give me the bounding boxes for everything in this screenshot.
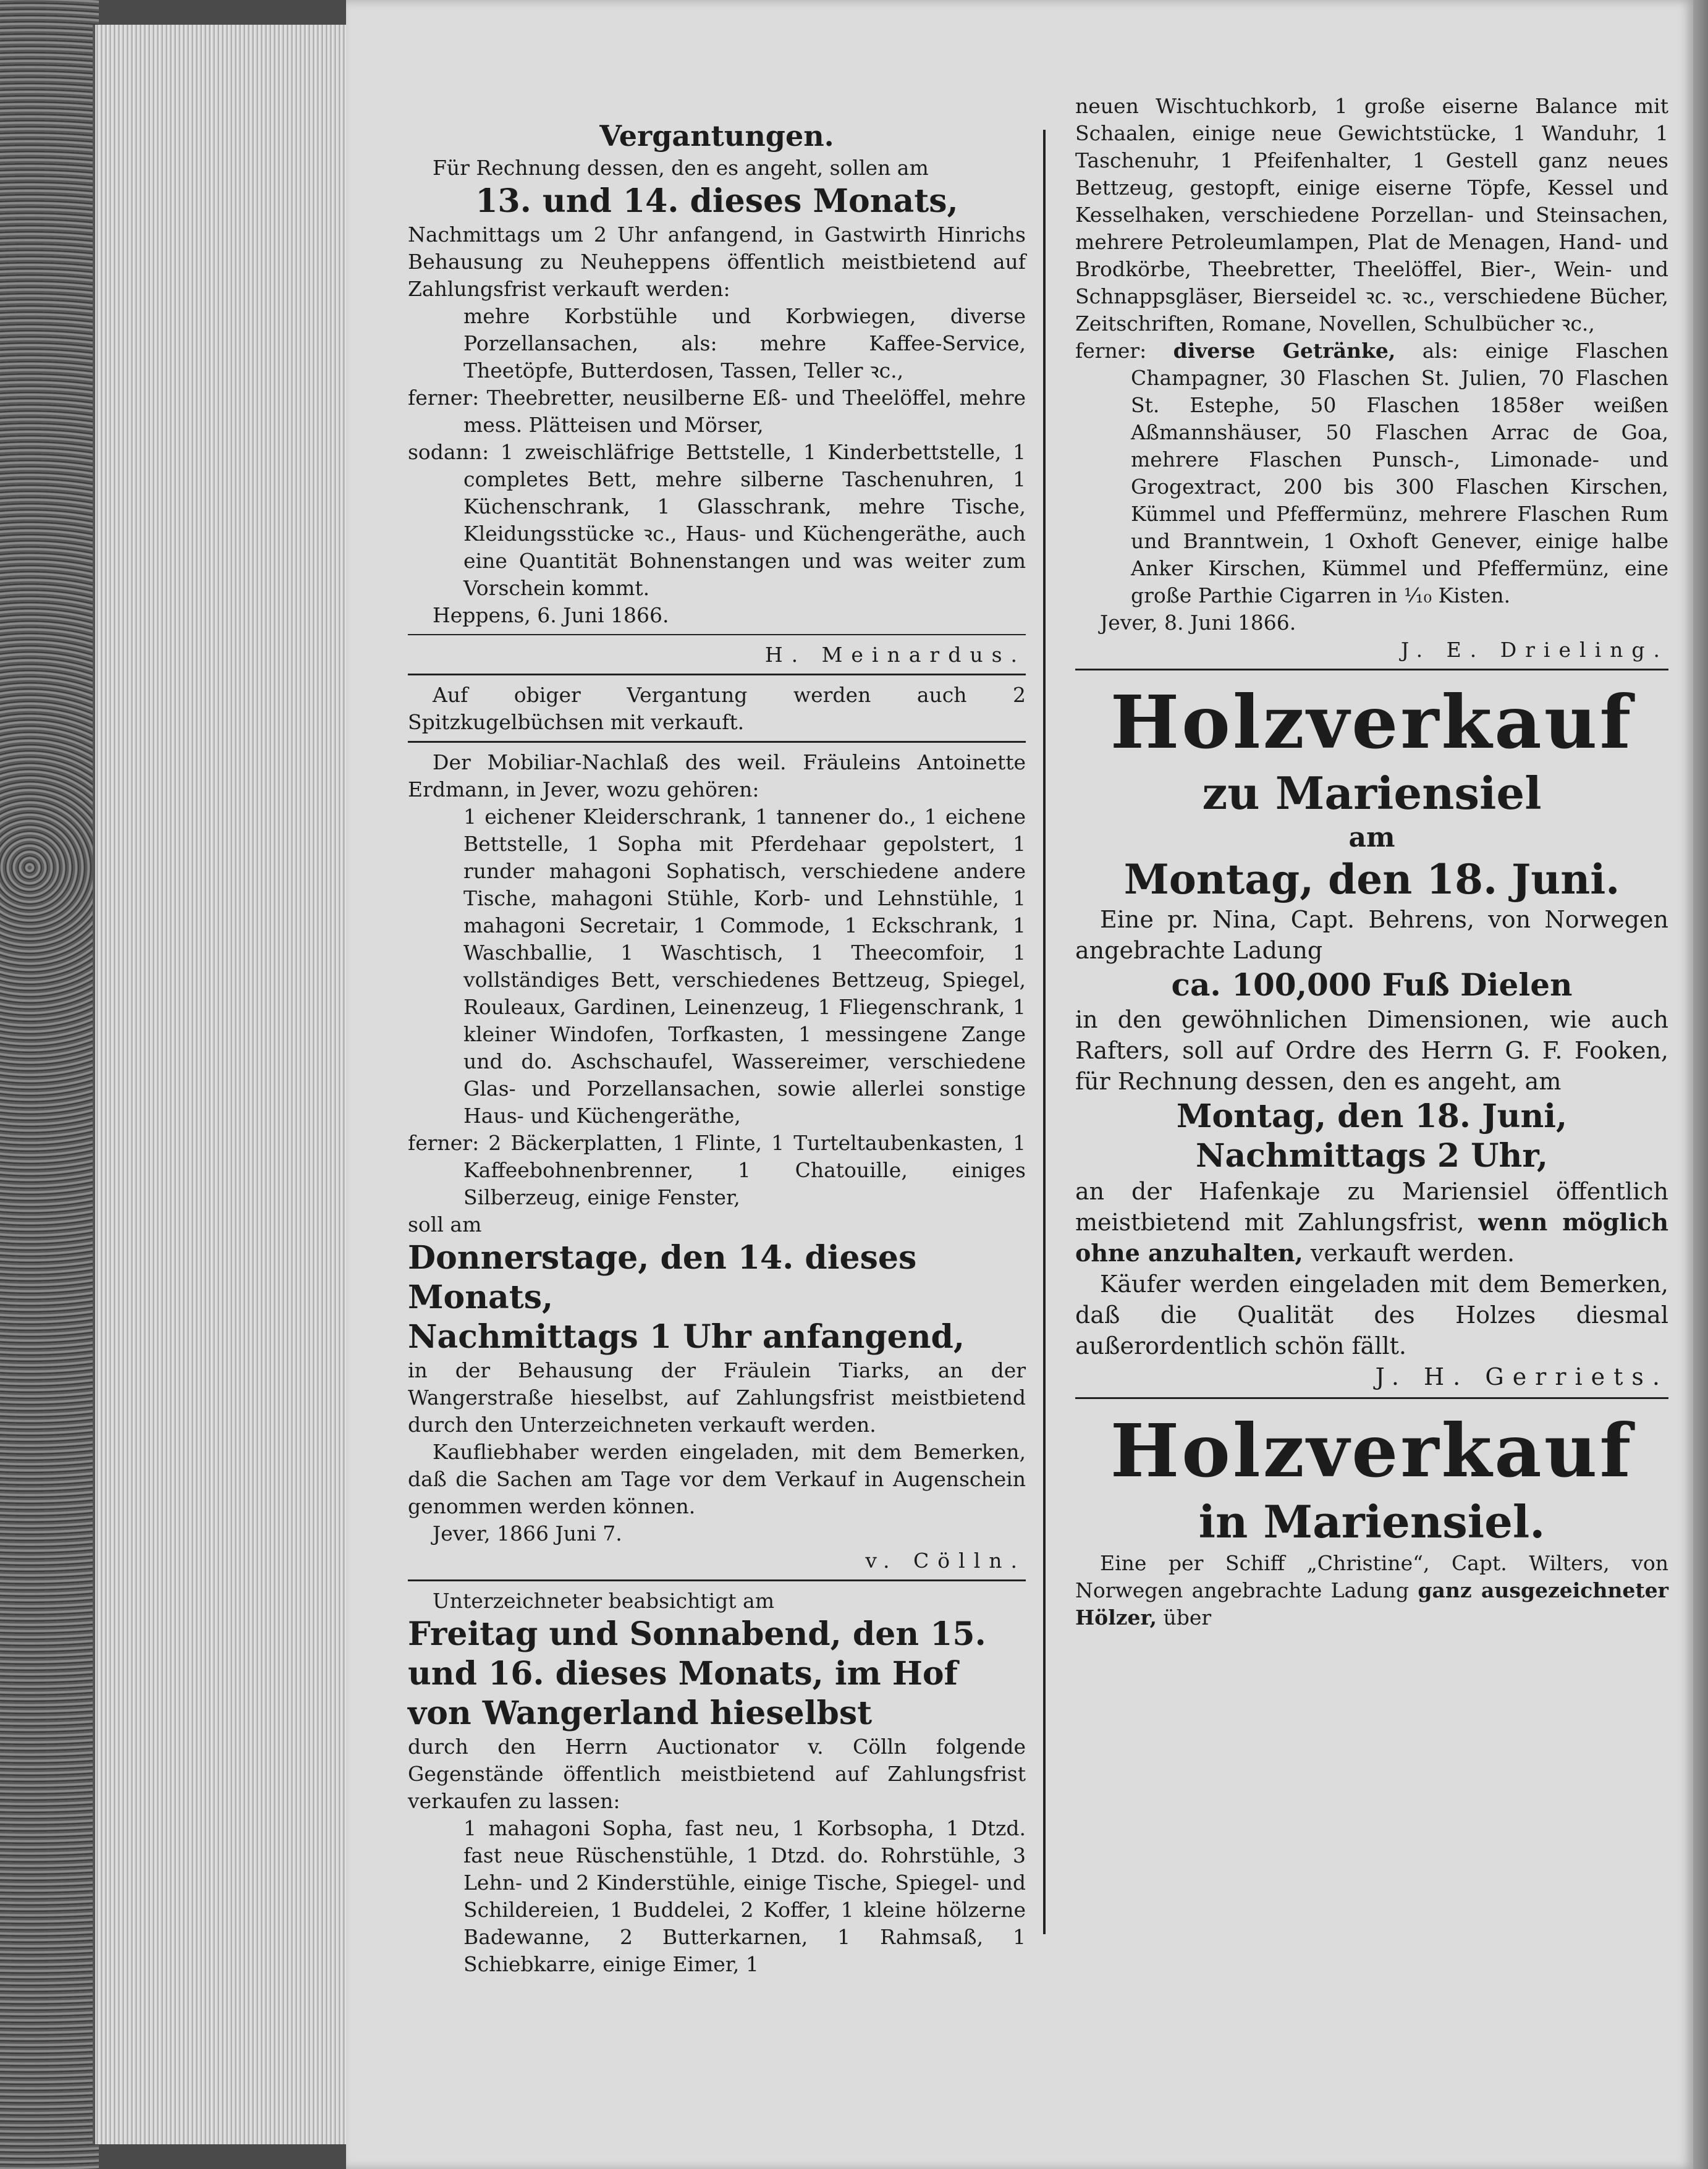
estate-signature: v. Cölln. <box>865 1549 1026 1573</box>
estate-ferner: ferner: 2 Bäckerplatten, 1 Flinte, 1 Turteltaubenkasten, 1 Kaffeebohnenbrenner, 1 Chatouille, einiges Silberzeug, einige Fenster, <box>408 1131 1026 1209</box>
timber-sale-place <box>1075 1176 1668 1269</box>
timber-sale-place-text: an der Hafenkaje zu Mariensiel öffentlich meistbietend mit Zahlungsfrist, <box>1075 1178 1668 1236</box>
timber-sale2-body <box>1075 1550 1668 1631</box>
notice-body: Nachmittags um 2 Uhr anfangend, in Gastwirth Hinrichs Behausung zu Neuheppens öffentlich meistbietend auf Zahlungsfrist verkauft werden: <box>408 222 1026 301</box>
timber-sale-ship: Eine pr. Nina, Capt. Behrens, von Norwegen angebrachte Ladung <box>1075 906 1668 964</box>
notice-sodann: sodann: 1 zweischläfrige Bettstelle, 1 Kinderbettstelle, 1 completes Bett, mehre silberne Taschenuhren, 1 Küchenschrank, 1 Glasschrank, mehre Tische, Kleidungsstücke ꝛc., Haus- und Küchengeräthe, auch eine Quantität Bohnenstangen und was weiter zum Vorschein kommt. <box>408 440 1026 600</box>
divider <box>408 674 1026 675</box>
notice-items: mehre Korbstühle und Korbwiegen, diverse Porzellansachen, als: mehre Kaffee-Service, Theetöpfe, Butterdosen, Tassen, Teller ꝛc., <box>463 304 1026 383</box>
book-page-stack <box>93 25 386 2144</box>
sale-drinks <box>1075 337 1668 609</box>
timber-sale-time: Nachmittags 2 Uhr, <box>1195 1137 1549 1175</box>
divider <box>1075 1397 1668 1399</box>
estate-items: 1 eichener Kleiderschrank, 1 tannener do., 1 eichene Bettstelle, 1 Sopha mit Pferdehaar gepolstert, 1 runder mahagoni Sophatisch, verschiedene andere Tische, mahagoni Stühle, Korb- und Lehnstühle, 1 mahagoni Secretair, 1 Commode, 1 Eckschrank, 1 Waschballie, 1 Waschtisch, 1 Theecomfoir, 1 vollständiges Bett, verschiedenes Bettzeug, Spiegel, Rouleaux, Gardinen, Leinenzeug, 1 Fliegenschrank, 1 kleiner Windofen, Torfkasten, 1 messingene Zange und do. Aschschaufel, Wassereimer, verschiedene Glas- und Porzellansachen, sowie allerlei sonstige Haus- und Küchengeräthe, <box>463 805 1026 1128</box>
section-heading: Vergantungen. <box>599 119 834 153</box>
estate-time: Nachmittags 1 Uhr anfangend, <box>408 1318 965 1356</box>
newspaper-page <box>346 0 1693 2169</box>
divider <box>408 634 1026 635</box>
notice-place-date: Heppens, 6. Juni 1866. <box>433 603 669 627</box>
sale-items-cont: neuen Wischtuchkorb, 1 große eiserne Balance mit Schaalen, einige neue Gewichtstücke, 1 Wanduhr, 1 Taschenuhr, 1 Pfeifenhalter, 1 Gestell ganz neues Bettzeug, gestopft, einige eiserne Töpfe, Kessel und Kesselhaken, verschiedene Porzellan- und Steinsachen, mehrere Petroleumlampen, Plat de Menagen, Hand- und Brodkörbe, Theebretter, Theelöffel, Bier-, Wein- und Schnappsgläser, Bierseidel ꝛc. ꝛc., verschiedene Bücher, Zeitschriften, Romane, Novellen, Schulbücher ꝛc., <box>1075 94 1668 336</box>
notice-intro: Für Rechnung dessen, den es angeht, sollen am <box>433 156 929 180</box>
sale-intro: Unterzeichneter beabsichtigt am <box>433 1589 775 1613</box>
notice-ferner: ferner: Theebretter, neusilberne Eß- und Theelöffel, mehre mess. Plätteisen und Mörser, <box>408 386 1026 437</box>
sale-dates: Freitag und Sonnabend, den 15. und 16. dieses Monats, im Hof von Wangerland hieselbst <box>408 1615 986 1732</box>
timber-sale2-ueber: über <box>1163 1605 1212 1630</box>
estate-note: Kaufliebhaber werden eingeladen, mit dem Bemerken, daß die Sachen am Tage vor dem Verkauf in Augenschein genommen werden können. <box>408 1440 1026 1518</box>
estate-place: in der Behausung der Fräulein Tiarks, an der Wangerstraße hieselbst, auf Zahlungsfrist meistbietend durch den Unterzeichneten verkauft werden. <box>408 1358 1026 1437</box>
sale-signature: J. E. Drieling. <box>1400 638 1668 662</box>
timber-sale-condition: wenn möglich ohne anzuhalten, <box>1075 1208 1668 1267</box>
timber-sale2-title: Holzverkauf <box>1110 1408 1634 1494</box>
timber-sale-note: Käufer werden eingeladen mit dem Bemerken, daß die Qualität des Holzes diesmal außerordentlich schön fällt. <box>1075 1271 1668 1359</box>
sale-drinks-list: als: einige Flaschen Champagner, 30 Flaschen St. Julien, 70 Flaschen St. Estephe, 50 Flaschen 1858er weißen Aßmannshäuser, 50 Flaschen Arrac de Goa, mehrere Flaschen Punsch-, Limonade- und Grogextract, 200 bis 300 Flaschen Kirschen, Kümmel und Pfeffermünz, mehrere Flaschen Rum und Branntwein, 1 Oxhoft Genever, einige halbe Anker Kirschen, Kümmel und Pfeffermünz, eine große Parthie Cigarren in ¹⁄₁₀ Kisten. <box>1131 339 1668 607</box>
notice-signature: H. Meinardus. <box>764 643 1026 667</box>
timber-sale2-location: in Mariensiel. <box>1198 1495 1545 1548</box>
timber-sale-signature: J. H. Gerriets. <box>1375 1363 1668 1390</box>
timber-sale-am: am <box>1348 822 1395 853</box>
estate-intro: Der Mobiliar-Nachlaß des weil. Fräuleins Antoinette Erdmann, in Jever, wozu gehören: <box>408 750 1026 801</box>
timber-sale2-ship: Eine per Schiff „Christine“, Capt. Wilters, von Norwegen angebrachte Ladung <box>1075 1551 1668 1602</box>
scan-border-left <box>0 0 99 2169</box>
notice-dates: 13. und 14. dieses Monats, <box>475 182 958 220</box>
divider <box>1075 669 1668 670</box>
timber-sale2-cargo: ganz ausgezeichneter Hölzer, <box>1075 1578 1668 1630</box>
sale-body: durch den Herrn Auctionator v. Cölln folgende Gegenstände öffentlich meistbietend auf Zahlungsfrist verkaufen zu lassen: <box>408 1735 1026 1813</box>
column-divider <box>1043 130 1046 1934</box>
timber-sale-cargo: ca. 100,000 Fuß Dielen <box>1171 966 1573 1003</box>
sale-drinks-bold: diverse Getränke, <box>1173 339 1396 363</box>
divider <box>408 741 1026 743</box>
estate-soll: soll am <box>408 1212 482 1237</box>
estate-dateline: Jever, 1866 Juni 7. <box>433 1521 622 1545</box>
estate-date: Donnerstage, den 14. dieses Monats, <box>408 1239 917 1316</box>
sale-drinks-label: ferner: <box>1075 339 1147 363</box>
divider <box>408 1579 1026 1581</box>
timber-sale-date: Montag, den 18. Juni. <box>1123 855 1620 903</box>
sale-dateline: Jever, 8. Juni 1866. <box>1100 611 1296 635</box>
notice-addendum: Auf obiger Vergantung werden auch 2 Spitzkugelbüchsen mit verkauft. <box>408 683 1026 734</box>
timber-sale-location: zu Mariensiel <box>1202 767 1542 819</box>
timber-sale-title: Holzverkauf <box>1110 679 1634 765</box>
right-column <box>1075 93 1668 1631</box>
timber-sale-end: verkauft werden. <box>1310 1240 1515 1267</box>
timber-sale-body: in den gewöhnlichen Dimensionen, wie auch Rafters, soll auf Ordre des Herrn G. F. Fooken, für Rechnung dessen, den es angeht, am <box>1075 1006 1668 1095</box>
timber-sale-date2: Montag, den 18. Juni, <box>1176 1097 1568 1135</box>
sale-items: 1 mahagoni Sopha, fast neu, 1 Korbsopha, 1 Dtzd. fast neue Rüschenstühle, 1 Dtzd. do. Rohrstühle, 3 Lehn- und 2 Kinderstühle, einige Tische, Spiegel- und Schildereien, 1 Buddelei, 2 Koffer, 1 kleine hölzerne Badewanne, 2 Butterkarnen, 1 Rahmsaß, 1 Schiebkarre, einige Eimer, 1 <box>463 1816 1026 1976</box>
left-column <box>408 37 1026 1978</box>
